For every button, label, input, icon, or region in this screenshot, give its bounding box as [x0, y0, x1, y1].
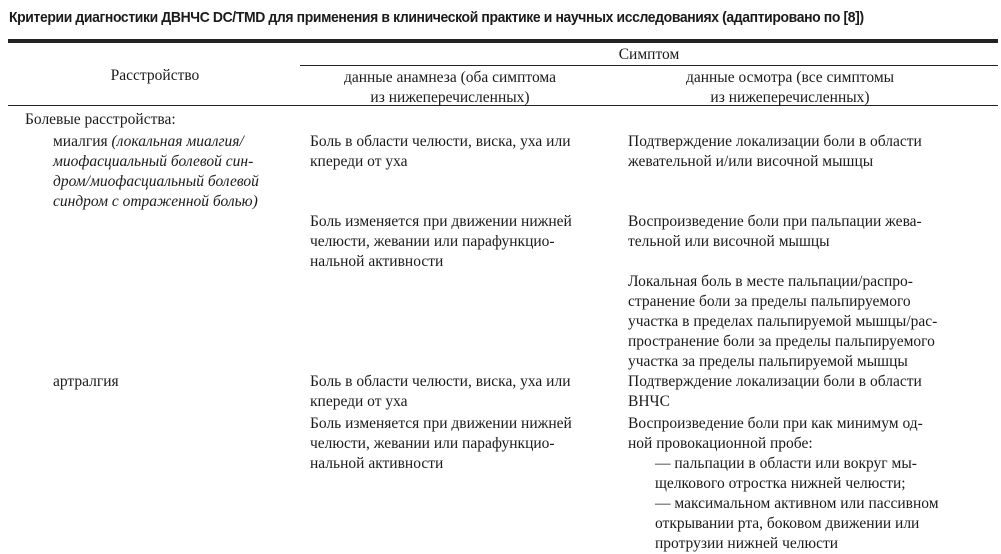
- text-line: из нижеперечисленных): [370, 89, 530, 106]
- text-line: челюсти, жевании или парафункцио-: [310, 233, 555, 250]
- text-line: Боль изменяется при движении нижней: [310, 415, 572, 432]
- myalgia-exam-3: [628, 272, 937, 372]
- text-line: Воспроизведение боли при пальпации жева-: [628, 213, 922, 230]
- list-item: — максимальном активном или пассивном: [655, 495, 939, 512]
- text-line: (локальная миалгия/: [111, 133, 244, 150]
- table-title: Критерии диагностики ДВНЧС DC/TMD для применения в клинической практике и научных исследованиях (адаптировано по [8]): [9, 9, 864, 26]
- list-item: протрузии нижней челюсти: [655, 535, 839, 552]
- list-item: открывании рта, боковом движении или: [655, 515, 920, 532]
- list-item: — пальпации в области или вокруг мы-: [655, 455, 917, 472]
- disorder-arthralgia: артралгия: [53, 373, 119, 390]
- text-line: пространение боли за пределы пальпируемого: [628, 333, 935, 350]
- text-line: данные осмотра (все симптомы: [685, 69, 895, 86]
- arthralgia-anamnesis-2: [310, 414, 572, 474]
- text-line: Локальная боль в месте пальпации/распро-: [628, 273, 913, 290]
- arthralgia-anamnesis-1: [310, 372, 571, 412]
- text-line: Подтверждение локализации боли в области: [628, 373, 922, 390]
- myalgia-anamnesis-2: [310, 212, 572, 272]
- text-line: Боль изменяется при движении нижней: [310, 213, 572, 230]
- section-pain-disorders: Болевые расстройства:: [25, 111, 176, 128]
- text-line: странение боли за пределы пальпируемого: [628, 293, 911, 310]
- text-line: Воспроизведение боли при как минимум од-: [628, 415, 923, 432]
- disorder-myalgia: [53, 132, 259, 212]
- text-line: Подтверждение локализации боли в области: [628, 133, 922, 150]
- myalgia-exam-1: [628, 132, 922, 172]
- header-exam: [620, 68, 960, 108]
- header-anamnesis: [300, 68, 600, 108]
- text-line: тельной или височной мышцы: [628, 233, 830, 250]
- myalgia-anamnesis-1: [310, 132, 571, 172]
- text-line: ВНЧС: [628, 393, 670, 410]
- arthralgia-exam-1: [628, 372, 922, 412]
- text-line: участка за пределы пальпируемой мышцы: [628, 353, 908, 370]
- text-line: дром/миофасциальный болевой: [53, 173, 259, 190]
- myalgia-exam-2: [628, 212, 922, 252]
- header-symptom: Симптом: [618, 46, 680, 63]
- arthralgia-exam-2: [628, 414, 939, 554]
- disorder-name: миалгия: [53, 133, 108, 150]
- text-line: миофасциальный болевой син-: [53, 153, 254, 170]
- text-line: челюсти, жевании или парафункцио-: [310, 435, 555, 452]
- text-line: Боль в области челюсти, виска, уха или: [310, 133, 571, 150]
- text-line: участка в пределах пальпируемой мышцы/рас-: [628, 313, 938, 330]
- text-line: нальной активности: [310, 253, 444, 270]
- top-rule: [8, 39, 998, 43]
- text-line: кпереди от уха: [310, 153, 408, 170]
- header-disorder: Расстройство: [110, 67, 200, 84]
- text-line: ной провокационной пробе:: [628, 435, 813, 452]
- symptom-rule: [300, 65, 998, 66]
- text-line: из нижеперечисленных): [710, 89, 870, 106]
- text-line: синдром с отраженной болью): [53, 193, 258, 210]
- text-line: жевательной и/или височной мышцы: [628, 153, 874, 170]
- text-line: данные анамнеза (оба симптома: [343, 69, 557, 86]
- text-line: Боль в области челюсти, виска, уха или: [310, 373, 571, 390]
- text-line: нальной активности: [310, 455, 444, 472]
- text-line: кпереди от уха: [310, 393, 408, 410]
- list-item: щелкового отростка нижней челюсти;: [655, 475, 906, 492]
